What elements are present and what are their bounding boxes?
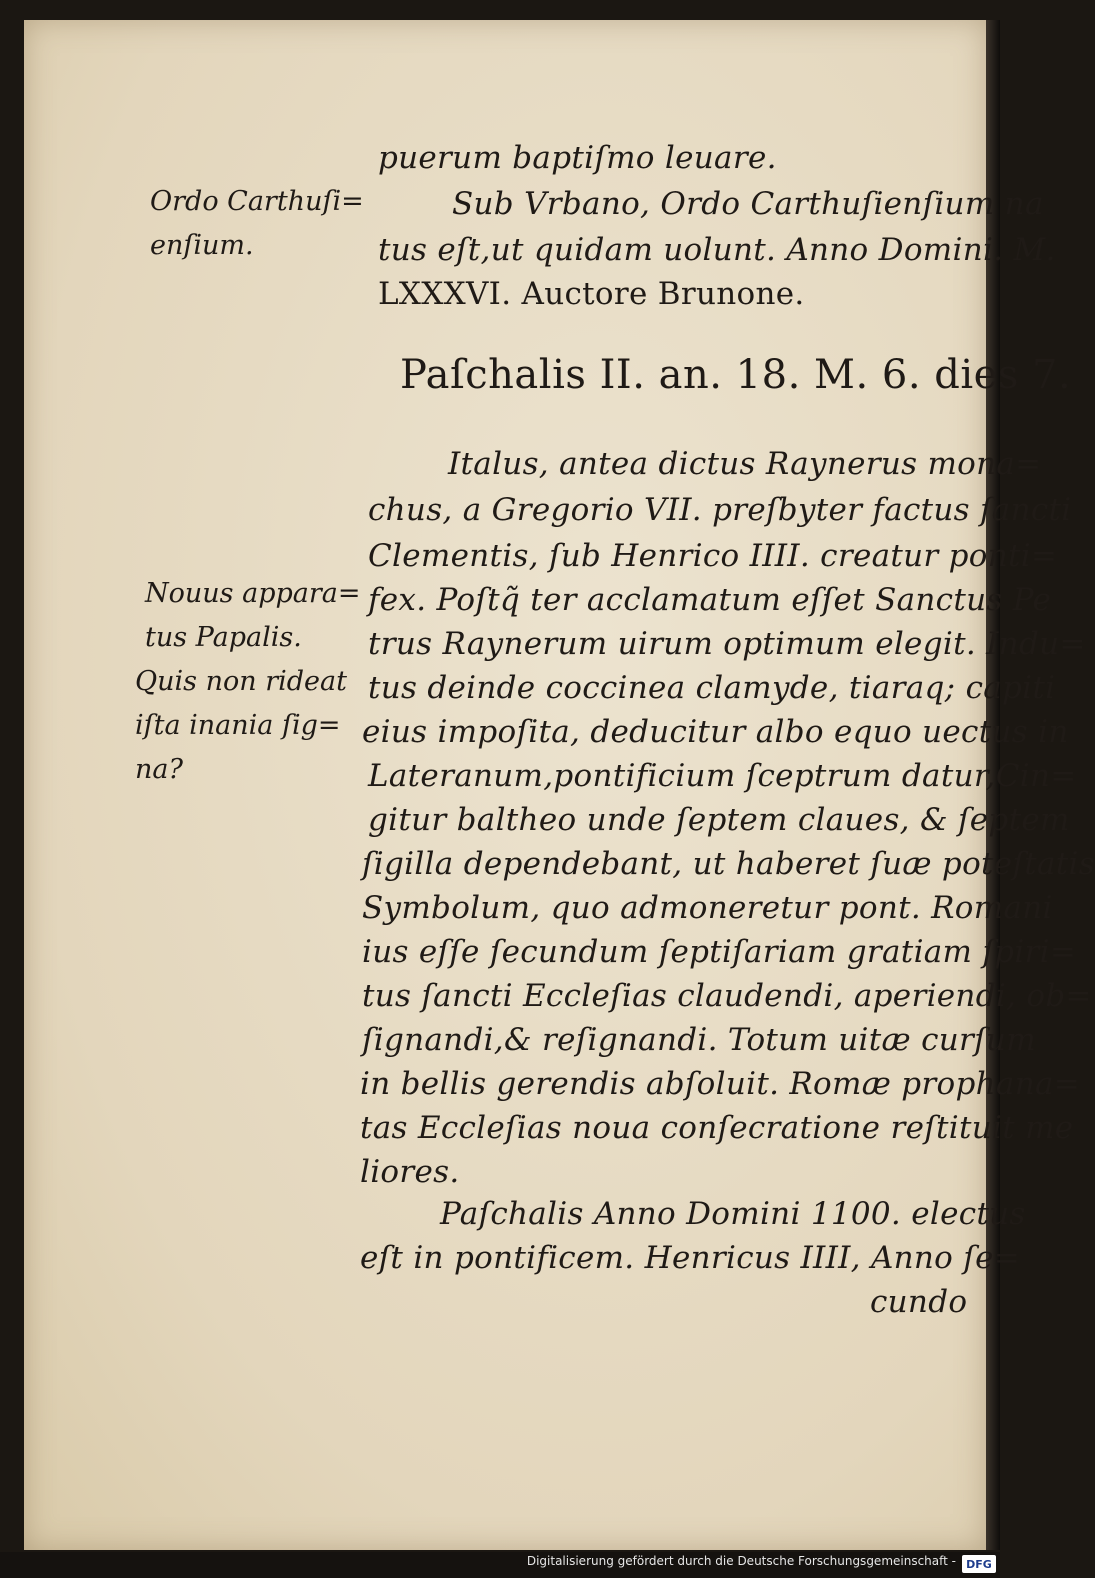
margin-note: iſta inania ſig= — [135, 710, 341, 741]
margin-note: enſium. — [150, 230, 254, 261]
body-line: ſignandi,& reſignandi. Totum uitæ curſum — [362, 1022, 1036, 1058]
body-line: chus, a Gregorio VII. preſbyter factus ſancti — [368, 492, 1072, 528]
body-line: liores. — [360, 1154, 460, 1190]
body-line: tus deinde coccinea clamyde, tiaraq; capiti — [368, 670, 1056, 706]
body-line: puerum baptiſmo leuare. — [378, 140, 777, 176]
section-heading: Paſchalis II. an. 18. M. 6. dies 7. — [400, 352, 1072, 398]
body-line: gitur baltheo unde ſeptem claues, & ſeptem — [368, 802, 1070, 838]
margin-note: Quis non rideat — [135, 666, 347, 697]
dfg-logo: DFG — [962, 1555, 996, 1573]
body-line: Paſchalis Anno Domini 1100. electus — [440, 1196, 1026, 1232]
body-line: Symbolum, quo admoneretur pont. Romani — [362, 890, 1053, 926]
body-line: ſigilla dependebant, ut haberet ſuæ poteſtatis — [362, 846, 1095, 882]
body-line: eſt in pontificem. Henricus IIII, Anno ſe= — [360, 1240, 1020, 1276]
body-line: tus eſt,ut quidam uolunt. Anno Domini. M. — [378, 232, 1056, 268]
margin-note: na? — [135, 754, 183, 785]
body-line: eius impoſita, deducitur albo equo uectus in — [362, 714, 1069, 750]
body-line: ius eſſe ſecundum ſeptiſariam gratiam ſpiri= — [362, 934, 1077, 970]
body-line: trus Raynerum uirum optimum elegit. Indu= — [368, 626, 1086, 662]
body-line: tas Eccleſias noua conſecratione reſtituit me — [360, 1110, 1074, 1146]
footer-credit: Digitalisierung gefördert durch die Deutsche Forschungsgemeinschaft - — [526, 1554, 956, 1568]
body-line: tus ſancti Eccleſias claudendi, aperiendi, ob= — [362, 978, 1092, 1014]
body-line: Sub Vrbano, Ordo Carthuſienſium na — [452, 186, 1044, 222]
body-line: fex. Poſtq̃ ter acclamatum eſſet Sanctus Pe — [368, 582, 1052, 618]
margin-note: Nouus appara= — [145, 578, 361, 609]
catchword: cundo — [870, 1284, 968, 1320]
body-line: LXXXVI. Auctore Brunone. — [378, 276, 805, 312]
body-line: Italus, antea dictus Raynerus mona= — [448, 446, 1042, 482]
body-line: Lateranum,pontificium ſceptrum datur,Cin= — [368, 758, 1077, 794]
body-line: in bellis gerendis abſoluit. Romæ prophana= — [360, 1066, 1081, 1102]
margin-note: Ordo Carthuſi= — [150, 186, 364, 217]
body-line: Clementis, ſub Henrico IIII. creatur ponti= — [368, 538, 1058, 574]
margin-note: tus Papalis. — [145, 622, 302, 653]
